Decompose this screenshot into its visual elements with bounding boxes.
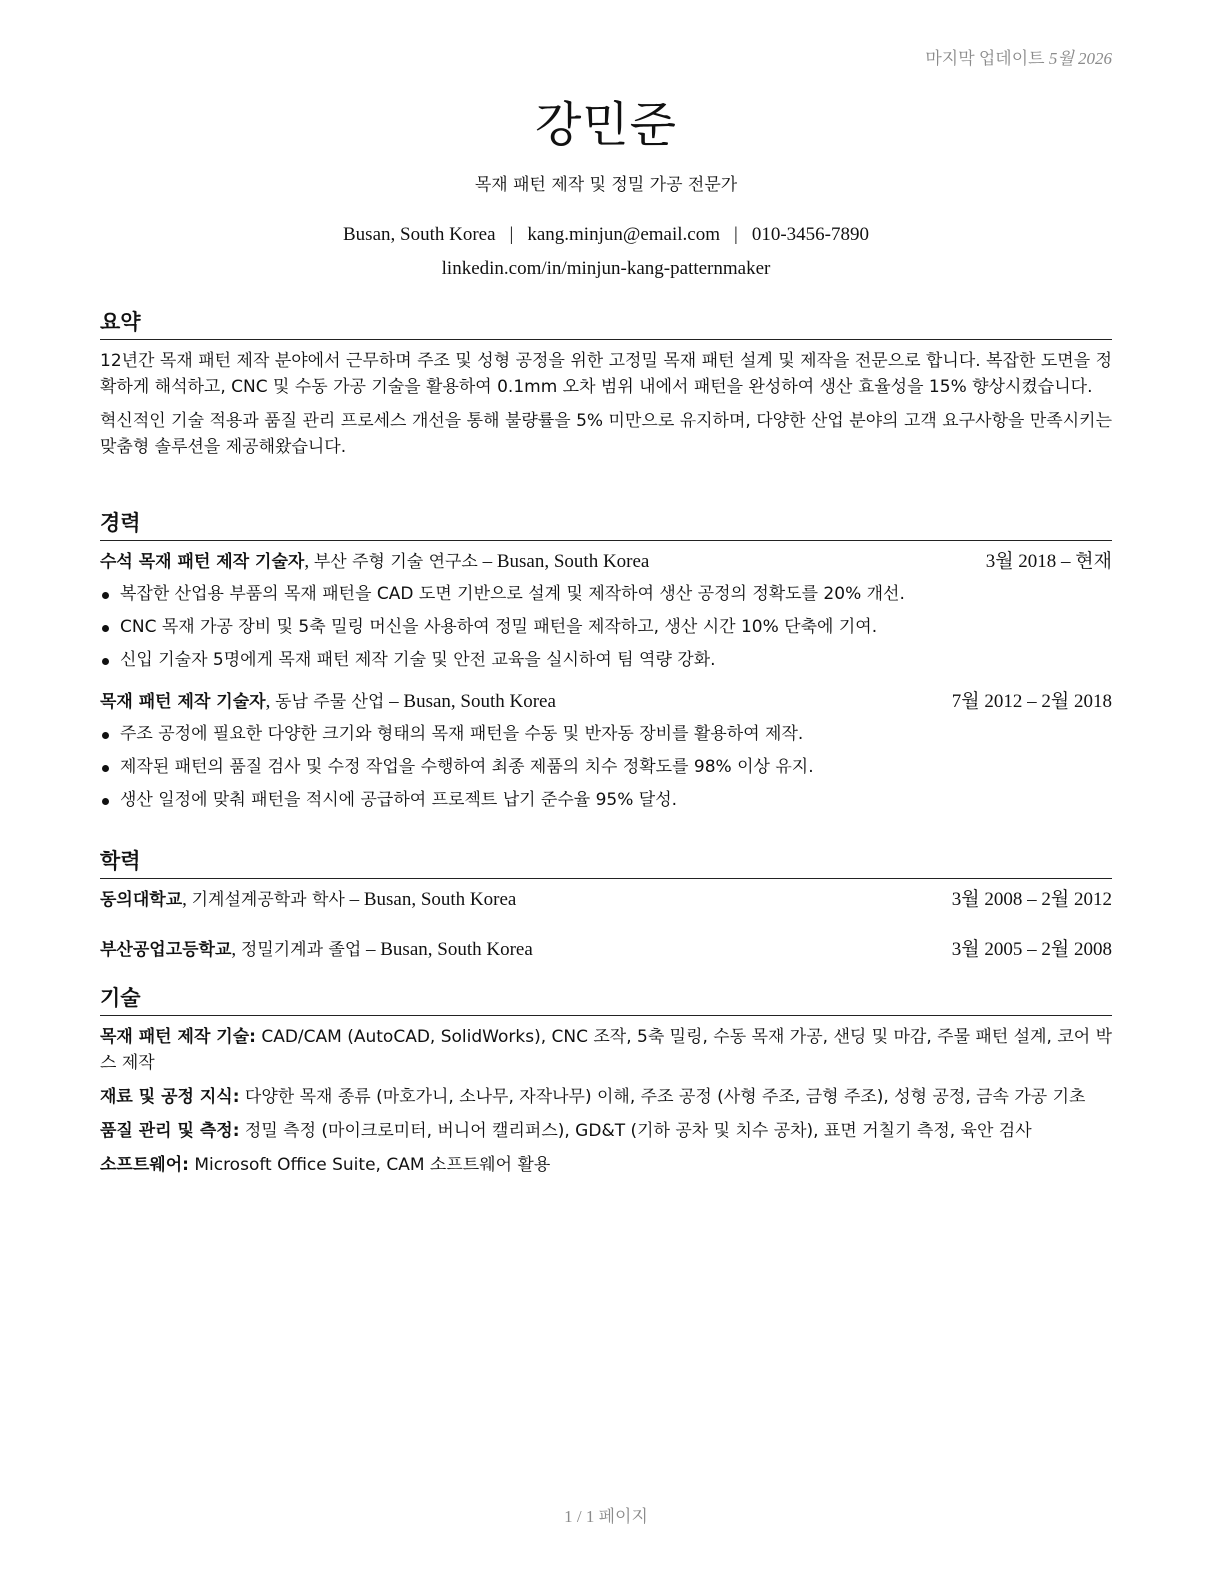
job-company: 동남 주물 산업 <box>275 692 385 712</box>
education-school: 부산공업고등학교 <box>100 940 232 960</box>
section-title-summary: 요약 <box>100 308 1112 340</box>
job-bullet: 제작된 패턴의 품질 검사 및 수정 작업을 수행하여 최종 제품의 치수 정확도를 98% 이상 유지. <box>100 754 1112 780</box>
contact-separator: | <box>509 224 514 245</box>
job-bullet: CNC 목재 가공 장비 및 5축 밀링 머신을 사용하여 정밀 패턴을 제작하고, 생산 시간 10% 단축에 기여. <box>100 614 1112 640</box>
skill-text: Microsoft Office Suite, CAM 소프트웨어 활용 <box>194 1155 551 1175</box>
job-header <box>100 689 1112 715</box>
education-dates: 3월 2005 – 2월 2008 <box>951 939 1112 960</box>
section-title-education: 학력 <box>100 847 1112 879</box>
education-location: Busan, South Korea <box>380 939 533 960</box>
education-entry <box>100 887 1112 913</box>
education-section <box>100 847 1112 963</box>
job-dates: 3월 2018 – 현재 <box>985 551 1112 572</box>
skill-label: 품질 관리 및 측정: <box>100 1121 240 1141</box>
skill-label: 목재 패턴 제작 기술: <box>100 1027 256 1047</box>
section-title-skills: 기술 <box>100 984 1112 1016</box>
job-company: 부산 주형 기술 연구소 <box>313 552 478 572</box>
job-location: Busan, South Korea <box>496 551 650 572</box>
job-header <box>100 549 1112 575</box>
candidate-headline: 목재 패턴 제작 및 정밀 가공 전문가 <box>474 175 738 195</box>
section-title-experience: 경력 <box>100 509 1112 541</box>
job-bullet: 주조 공정에 필요한 다양한 크기와 형태의 목재 패턴을 수동 및 반자동 장비를 활용하여 제작. <box>100 721 1112 747</box>
skill-text: 정밀 측정 (마이크로미터, 버니어 캘리퍼스), GD&T (기하 공차 및 치수 공차), 표면 거칠기 측정, 육안 검사 <box>244 1121 1032 1141</box>
education-line: 부산공업고등학교, 정밀기계과 졸업 – Busan, South Korea <box>100 939 533 960</box>
summary-paragraph-1: 12년간 목재 패턴 제작 분야에서 근무하며 주조 및 성형 공정을 위한 고정밀 목재 패턴 설계 및 제작을 전문으로 합니다. 복잡한 도면을 정확하게 해석하고, CNC 및 수동 가공 기술을 활용하여 0.1mm 오차 범위 내에서 패턴을 완성하여 생산 효율성을 15% 향상시켰습니다. <box>100 351 1112 397</box>
job-bullet: 생산 일정에 맞춰 패턴을 적시에 공급하여 프로젝트 납기 준수율 95% 달성. <box>100 787 1112 813</box>
job-role: 수석 목재 패턴 제작 기술자 <box>100 552 305 572</box>
job-bullets <box>100 581 1112 673</box>
skills-section <box>100 984 1112 1186</box>
skill-text: CAD/CAM (AutoCAD, SolidWorks), CNC 조작, 5축 밀링, 수동 목재 가공, 샌딩 및 마감, 주물 패턴 설계, 코어 박스 제작 <box>100 1027 1113 1073</box>
education-degree: 정밀기계과 졸업 <box>240 940 362 960</box>
skill-label: 재료 및 공정 지식: <box>100 1087 240 1107</box>
job-bullet: 복잡한 산업용 부품의 목재 패턴을 CAD 도면 기반으로 설계 및 제작하여 생산 공정의 정확도를 20% 개선. <box>100 581 1112 607</box>
skill-row <box>100 1024 1112 1076</box>
education-school: 동의대학교 <box>100 890 183 910</box>
contact-line <box>100 224 1112 246</box>
skill-text: 다양한 목재 종류 (마호가니, 소나무, 자작나무) 이해, 주조 공정 (사형 주조, 금형 주조), 성형 공정, 금속 가공 기초 <box>244 1087 1086 1107</box>
skill-label: 소프트웨어: <box>100 1155 189 1175</box>
job-entry <box>100 689 1112 813</box>
summary-paragraph-2: 혁신적인 기술 적용과 품질 관리 프로세스 개선을 통해 불량률을 5% 미만으로 유지하며, 다양한 산업 분야의 고객 요구사항을 만족시키는 맞춤형 솔루션을 제공해왔습니다. <box>100 411 1112 457</box>
last-updated <box>925 44 1112 69</box>
contact-location: Busan, South Korea <box>343 224 496 245</box>
education-line: 동의대학교, 기계설계공학과 학사 – Busan, South Korea <box>100 889 517 910</box>
education-degree: 기계설계공학과 학사 <box>191 890 345 910</box>
job-bullets <box>100 721 1112 813</box>
page-indicator: 1 / 1 페이지 <box>564 1507 648 1526</box>
experience-section <box>100 509 1112 820</box>
contact-separator: | <box>734 224 738 245</box>
education-location: Busan, South Korea <box>363 889 517 910</box>
job-entry <box>100 549 1112 673</box>
job-role: 목재 패턴 제작 기술자 <box>100 692 266 712</box>
resume-page <box>100 0 1112 1584</box>
skill-row <box>100 1118 1112 1144</box>
last-updated-date: 5월 2026 <box>1048 49 1112 68</box>
summary-section <box>100 308 1112 468</box>
skill-row <box>100 1084 1112 1110</box>
contact-phone: 010-3456-7890 <box>751 224 869 245</box>
job-bullet: 신입 기술자 5명에게 목재 패턴 제작 기술 및 안전 교육을 실시하여 팀 역량 강화. <box>100 647 1112 673</box>
candidate-name: 강민준 <box>534 97 678 153</box>
education-dates: 3월 2008 – 2월 2012 <box>951 889 1112 910</box>
last-updated-label: 마지막 업데이트 <box>925 49 1045 68</box>
education-entry <box>100 937 1112 963</box>
contact-email[interactable]: kang.minjun@email.com <box>527 224 721 245</box>
job-title-line: 목재 패턴 제작 기술자, 동남 주물 산업 – Busan, South Korea <box>100 691 556 712</box>
linkedin-link[interactable]: linkedin.com/in/minjun-kang-patternmaker <box>441 258 771 279</box>
skill-row <box>100 1152 1112 1178</box>
job-title-line: 수석 목재 패턴 제작 기술자, 부산 주형 기술 연구소 – Busan, South Korea <box>100 551 650 572</box>
job-location: Busan, South Korea <box>403 691 556 712</box>
job-dates: 7월 2012 – 2월 2018 <box>951 691 1112 712</box>
